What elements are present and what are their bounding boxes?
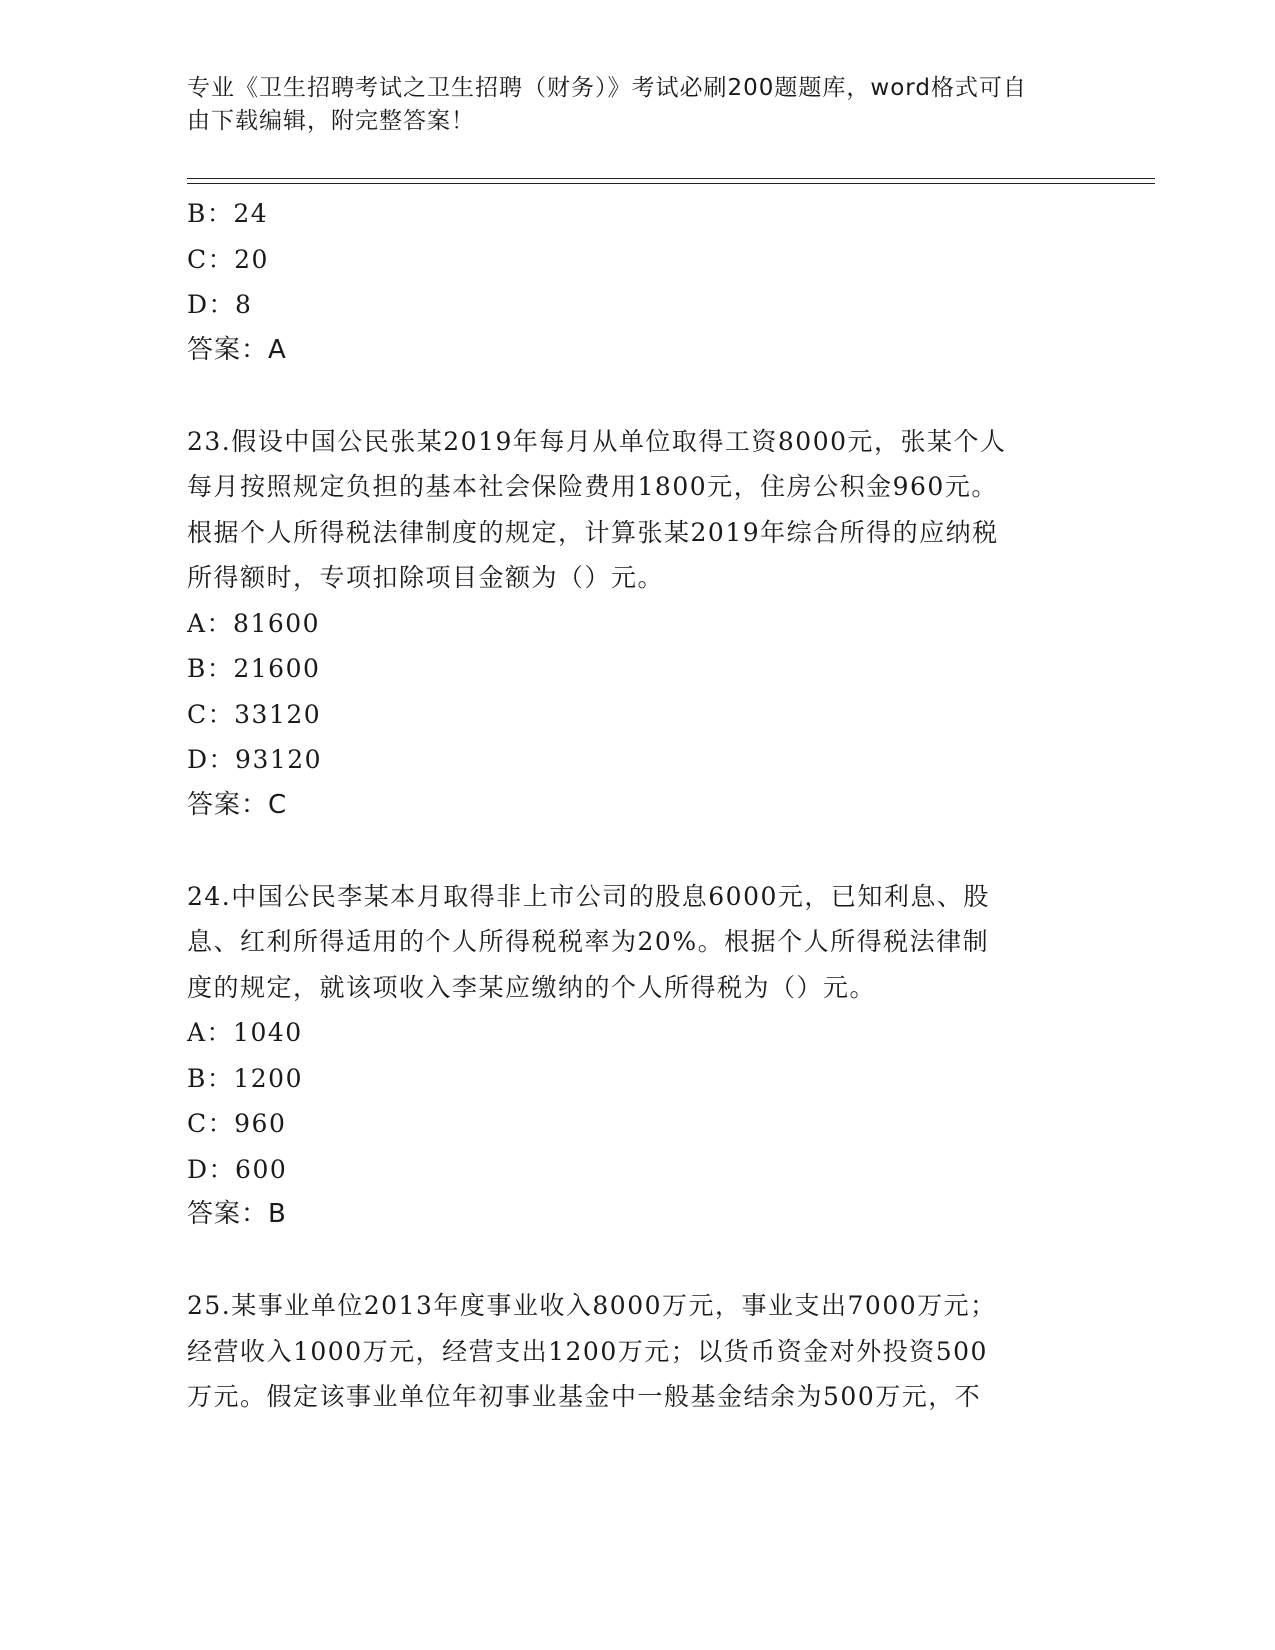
option-b: B：1200 xyxy=(187,1063,303,1093)
question-text-line: 度的规定，就该项收入李某应缴纳的个人所得税为（）元。 xyxy=(187,972,877,1002)
question-text-line: 每月按照规定负担的基本社会保险费用1800元，住房公积金960元。 xyxy=(187,472,998,501)
option-c: C：20 xyxy=(187,244,269,274)
answer-text: 答案：B xyxy=(187,1199,287,1229)
option-a: A：1040 xyxy=(187,1018,303,1047)
question-text-line: 25.某事业单位2013年度事业收入8000万元，事业支出7000万元； xyxy=(187,1291,997,1320)
option-a: A：81600 xyxy=(187,608,321,638)
spacer xyxy=(187,828,1087,874)
question-text-line: 所得额时，专项扣除项目金额为（）元。 xyxy=(187,563,665,592)
answer-text: 答案：A xyxy=(187,334,287,365)
question-25 xyxy=(187,1283,1087,1420)
option-b: B：21600 xyxy=(187,654,321,683)
option-b: B：24 xyxy=(187,199,269,228)
question-text-line: 万元。假定该事业单位年初事业基金中一般基金结余为500万元，不 xyxy=(187,1382,982,1411)
question-text-line: 24.中国公民李某本月取得非上市公司的股息6000元，已知利息、股 xyxy=(187,881,990,911)
question-text-line: 经营收入1000万元，经营支出1200万元；以货币资金对外投资500 xyxy=(187,1336,988,1366)
option-d: D：93120 xyxy=(187,745,323,774)
header-divider-bottom xyxy=(187,183,1155,184)
question-22-continuation xyxy=(187,191,1087,373)
option-d: D：600 xyxy=(187,1154,288,1184)
option-c: C：33120 xyxy=(187,699,322,729)
option-c: C：960 xyxy=(187,1109,287,1138)
header-title-line-1: 专业《卫生招聘考试之卫生招聘（财务）》考试必刷200题题库，word格式可自 xyxy=(187,75,1027,101)
question-text-line: 根据个人所得税法律制度的规定，计算张某2019年综合所得的应纳税 xyxy=(187,517,999,547)
spacer xyxy=(187,1238,1087,1284)
question-24 xyxy=(187,874,1087,1238)
question-text-line: 23.假设中国公民张某2019年每月从单位取得工资8000元，张某个人 xyxy=(187,426,1007,456)
document-body xyxy=(187,191,1087,1420)
header-title-line-2: 由下载编辑，附完整答案！ xyxy=(187,108,475,134)
option-d: D：8 xyxy=(187,290,253,319)
spacer xyxy=(187,373,1087,419)
answer-text: 答案：C xyxy=(187,789,288,820)
question-text-line: 息、红利所得适用的个人所得税税率为20%。根据个人所得税法律制 xyxy=(187,927,990,956)
question-23 xyxy=(187,419,1087,829)
document-header xyxy=(187,72,1067,138)
header-divider-top xyxy=(187,178,1155,179)
